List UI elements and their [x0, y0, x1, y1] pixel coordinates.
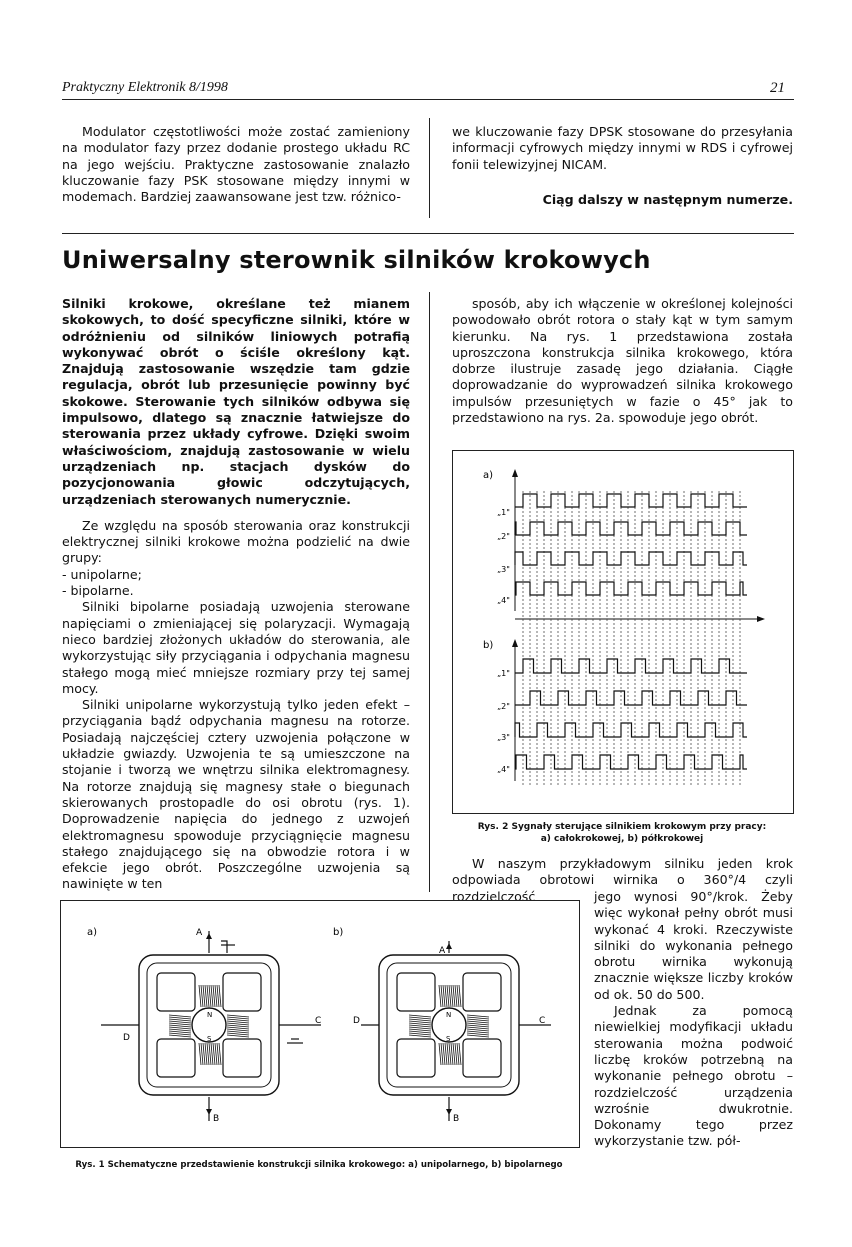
- terminal-label-b: B: [213, 1114, 220, 1124]
- coil-winding: [453, 1043, 455, 1065]
- list-item: - bipolarne.: [62, 583, 134, 599]
- lead-wire: [221, 941, 227, 953]
- timing-grid: [512, 469, 765, 786]
- coil-winding: [227, 1017, 249, 1019]
- prev-article-right: we kluczowanie fazy DPSK stosowane do przesyłania informacji cyfrowych między innymi w RDS i cyfrowej fonii telewizyjnej NICAM.: [452, 124, 793, 172]
- lead-arrow: [206, 933, 212, 939]
- coil-winding: [443, 1043, 445, 1065]
- left-column: [62, 296, 410, 893]
- lead-paragraph: Silniki krokowe, określane też mianem skokowych, to dość specyficzne silniki, które w odróżnieniu od silników liniowych potrafią wykonywać obrót o ściśle określony kąt. Znajdują zastosowanie wszędzie tam gdzie regulacja, obrót lub przesunięcie powinny być skokowe. Sterowanie tych silników odbywa się impulsowo, dlatego są znacznie łatwiejsze do sterowania przez układy cyfrowe. Dzięki swoim właściwościom, znajdują zastosowanie w wielu urządzeniach np. stacjach dysków do pozycjonowania głowic odczytujących, urządzeniach sterowanych numerycznie.: [62, 296, 410, 507]
- coil-winding: [169, 1015, 191, 1017]
- timing-diagram: [453, 451, 793, 813]
- terminal-label-d: D: [123, 1033, 130, 1043]
- coil-winding: [447, 985, 449, 1007]
- signal-label: „4": [497, 596, 510, 605]
- paragraph-3: Silniki unipolarne wykorzystują tylko jeden efekt – przyciągania bądź odpychania magnesu na rotorze. Posiadają najczęściej cztery uzwojenia połączone w układzie gwiazdy. Uzwojenia te są umieszczone na stojanie i tworzą we wnętrzu silnika elektromagnesy. Na rotorze znajdują się magnesy stałe o biegunach skierowanych prostopadle do osi obrotu (rys. 1). Doprowadzenie napięcia do jednego z uzwojeń elektromagnesu spowoduje przyciągnięcie magnesu stałego znajdującego się na obwodzie rotora i w efekcie jego obrót. Poszczególne uzwojenia są nawinięte w ten: [62, 697, 410, 892]
- coil-winding: [169, 1033, 191, 1035]
- coil-winding: [227, 1025, 249, 1027]
- panel-a-label: a): [87, 927, 98, 938]
- coil-winding: [449, 1043, 451, 1065]
- coil-winding: [467, 1035, 489, 1037]
- signal-label: „3": [497, 733, 510, 742]
- coil-winding: [205, 1043, 207, 1065]
- coil-winding: [467, 1019, 489, 1021]
- coil-winding: [169, 1035, 191, 1037]
- header-rule: [62, 99, 794, 100]
- prev-article-left: Modulator częstotliwości może zostać zamieniony na modulator fazy przez dodanie prostego układu RC na jego wejściu. Praktyczne zastosowanie znalazło kluczowanie fazy PSK stosowane między innymi w modemach. Bardziej zaawansowane jest tzw. różnico-: [62, 124, 410, 205]
- list-item: - unipolarne;: [62, 566, 142, 582]
- lead-arrow: [446, 943, 452, 949]
- coil-winding: [169, 1031, 191, 1033]
- figure-2-caption: [452, 821, 792, 845]
- paragraph-2: Silniki bipolarne posiadają uzwojenia sterowane napięciami o zmieniającej się polaryzacji. Wymagają nieco bardziej złożonych układów do sterowania, ale wykorzystując siły przyciągania i odpychania magnesu stałego mogą mieć mniejsze rozmiary przy tej samej mocy.: [62, 599, 410, 696]
- coil-winding: [227, 1019, 249, 1021]
- stator-pole: [157, 1039, 195, 1077]
- coil-winding: [227, 1031, 249, 1033]
- coil-winding: [207, 985, 209, 1007]
- time-arrow: [757, 616, 765, 622]
- column-divider: [429, 292, 430, 892]
- signal-label: „1": [497, 508, 510, 517]
- coil-winding: [213, 1043, 215, 1065]
- coil-winding: [217, 985, 219, 1007]
- coil-winding: [169, 1025, 191, 1027]
- coil-winding: [441, 985, 443, 1007]
- coil-winding: [467, 1017, 489, 1019]
- terminal-label-d: D: [353, 1016, 360, 1026]
- coil-winding: [201, 985, 203, 1007]
- rotor-south-label: S: [446, 1035, 451, 1043]
- axis-arrow: [512, 469, 518, 477]
- coil-winding: [169, 1027, 191, 1029]
- coil-winding: [467, 1029, 489, 1031]
- coil-winding: [455, 985, 457, 1007]
- coil-winding: [207, 1043, 209, 1065]
- coil-winding: [227, 1029, 249, 1031]
- coil-winding: [445, 985, 447, 1007]
- coil-winding: [169, 1029, 191, 1031]
- stator-outer: [379, 955, 519, 1095]
- coil-winding: [439, 1043, 441, 1065]
- paragraph-4: sposób, aby ich włączenie w określonej kolejności powodowało obrót rotora o stały kąt w tym samym kierunku. Na rys. 1 przedstawiona została uproszczona konstrukcja silnika krokowego, która dobrze ilustruje zasadę jego działania. Ciągłe doprowadzanie do wyprowadzeń silnika krokowego impulsów przesuniętych w fazie o 45° jak to przedstawiono na rys. 2a. spowoduje jego obrót.: [452, 296, 793, 426]
- lead-arrow: [446, 1109, 452, 1115]
- coil-winding: [467, 1021, 489, 1023]
- rotor-north-label: N: [207, 1011, 213, 1019]
- coil-winding: [169, 1021, 191, 1023]
- caption-line: a) całokrokowej, b) półkrokowej: [540, 834, 704, 844]
- coil-winding: [209, 985, 211, 1007]
- page-number: 21: [770, 80, 785, 96]
- coil-winding: [445, 1043, 447, 1065]
- waveform: [515, 755, 747, 769]
- section-rule: [62, 233, 794, 234]
- rotor-south-label: S: [207, 1035, 212, 1043]
- coil-winding: [443, 985, 445, 1007]
- panel-a-label: a): [483, 470, 494, 481]
- paragraph-5a: W naszym przykładowym silniku jeden krok odpowiada obrotowi wirnika o 360°/4 czyli rozdzielczość: [452, 856, 793, 904]
- stator-pole: [223, 1039, 261, 1077]
- column-divider-top: [429, 118, 430, 218]
- coil-winding: [449, 985, 451, 1007]
- stator-pole: [223, 973, 261, 1011]
- coil-winding: [467, 1027, 489, 1029]
- terminal-label-c: C: [539, 1016, 546, 1026]
- coil-winding: [227, 1035, 249, 1037]
- waveform: [515, 723, 747, 737]
- coil-winding: [227, 1015, 249, 1017]
- coil-winding: [409, 1029, 431, 1031]
- coil-winding: [439, 985, 441, 1007]
- journal-header: Praktyczny Elektronik 8/1998: [62, 80, 228, 95]
- stator-pole: [463, 1039, 501, 1077]
- axis-arrow: [512, 639, 518, 647]
- signal-label: „1": [497, 669, 510, 678]
- coil-winding: [409, 1015, 431, 1017]
- article-title: Uniwersalny sterownik silników krokowych: [62, 246, 651, 274]
- coil-winding: [219, 1043, 221, 1065]
- coil-winding: [467, 1023, 489, 1025]
- coil-winding: [227, 1033, 249, 1035]
- coil-winding: [409, 1019, 431, 1021]
- waveform: [515, 582, 747, 595]
- coil-winding: [451, 985, 453, 1007]
- lead-arrow: [206, 1109, 212, 1115]
- figure-2: [452, 450, 794, 814]
- coil-winding: [205, 985, 207, 1007]
- panel-b-label: b): [483, 640, 494, 651]
- coil-winding: [467, 1031, 489, 1033]
- coil-winding: [211, 1043, 213, 1065]
- waveform: [515, 691, 747, 705]
- coil-winding: [227, 1021, 249, 1023]
- rotor-north-label: N: [446, 1011, 452, 1019]
- coil-winding: [169, 1023, 191, 1025]
- signal-label: „2": [497, 702, 510, 711]
- coil-winding: [201, 1043, 203, 1065]
- terminal-label-c: C: [315, 1016, 322, 1026]
- coil-winding: [211, 985, 213, 1007]
- stator-outer: [139, 955, 279, 1095]
- stator-pole: [397, 973, 435, 1011]
- coil-winding: [219, 985, 221, 1007]
- coil-winding: [457, 1043, 459, 1065]
- coil-winding: [217, 1043, 219, 1065]
- coil-winding: [199, 1043, 201, 1065]
- caption-line: Rys. 2 Sygnały sterujące silnikiem krokowym przy pracy:: [477, 822, 767, 832]
- stator-pole: [463, 973, 501, 1011]
- waveform: [515, 659, 747, 673]
- coil-winding: [409, 1017, 431, 1019]
- coil-winding: [451, 1043, 453, 1065]
- stator-inner: [147, 963, 271, 1087]
- coil-winding: [409, 1027, 431, 1029]
- coil-winding: [409, 1023, 431, 1025]
- coil-winding: [447, 1043, 449, 1065]
- coil-winding: [227, 1023, 249, 1025]
- panel-b-label: b): [333, 927, 344, 938]
- coil-winding: [213, 985, 215, 1007]
- coil-winding: [455, 1043, 457, 1065]
- coil-winding: [169, 1017, 191, 1019]
- coil-winding: [215, 985, 217, 1007]
- terminal-label-a: A: [439, 946, 446, 956]
- terminal-label-a: A: [196, 928, 203, 938]
- motor-drawings: [101, 931, 551, 1121]
- paragraph-5b: jego wynosi 90°/krok. Żeby więc wykonał pełny obrót musi wykonać 4 kroki. Rzeczywiste silniki do wykonania pełnego obrotu wirnika wykonują znacznie większe liczby kroków od ok. 50 do 500.: [594, 889, 793, 1002]
- coil-winding: [203, 985, 205, 1007]
- coil-winding: [453, 985, 455, 1007]
- coil-winding: [227, 1027, 249, 1029]
- coil-winding: [409, 1025, 431, 1027]
- coil-winding: [409, 1035, 431, 1037]
- signal-label: „3": [497, 565, 510, 574]
- narrow-column: [594, 889, 793, 1150]
- coil-winding: [203, 1043, 205, 1065]
- coil-winding: [459, 985, 461, 1007]
- terminal-label-b: B: [453, 1114, 460, 1124]
- coil-winding: [199, 985, 201, 1007]
- paragraph-1: Ze względu na sposób sterowania oraz konstrukcji elektrycznej silniki krokowe można podzielić na dwie grupy:: [62, 517, 410, 566]
- signal-label: „4": [497, 765, 510, 774]
- figure-1-caption: Rys. 1 Schematyczne przedstawienie konstrukcji silnika krokowego: a) unipolarnego, b) bipolarnego: [75, 1160, 563, 1170]
- waveform: [515, 522, 747, 535]
- coil-winding: [409, 1031, 431, 1033]
- stator-inner: [387, 963, 511, 1087]
- coil-winding: [459, 1043, 461, 1065]
- coil-winding: [169, 1019, 191, 1021]
- coil-winding: [215, 1043, 217, 1065]
- signal-label: „2": [497, 532, 510, 541]
- coil-winding: [467, 1033, 489, 1035]
- coil-winding: [441, 1043, 443, 1065]
- coil-winding: [457, 985, 459, 1007]
- coil-winding: [209, 1043, 211, 1065]
- continued-note: Ciąg dalszy w następnym numerze.: [542, 192, 793, 207]
- coil-winding: [467, 1015, 489, 1017]
- stator-pole: [397, 1039, 435, 1077]
- paragraph-6: Jednak za pomocą niewielkiej modyfikacji układu sterowania można podwoić liczbę kroków potrzebną na wykonanie pełnego obrotu – rozdzielczość urządzenia wzrośnie dwukrotnie. Dokonamy tego przez wykorzystanie tzw. pół-: [594, 1003, 793, 1149]
- figure-1: [60, 900, 580, 1148]
- coil-winding: [409, 1033, 431, 1035]
- motor-schematic: [61, 901, 579, 1147]
- stator-pole: [157, 973, 195, 1011]
- coil-winding: [409, 1021, 431, 1023]
- coil-winding: [467, 1025, 489, 1027]
